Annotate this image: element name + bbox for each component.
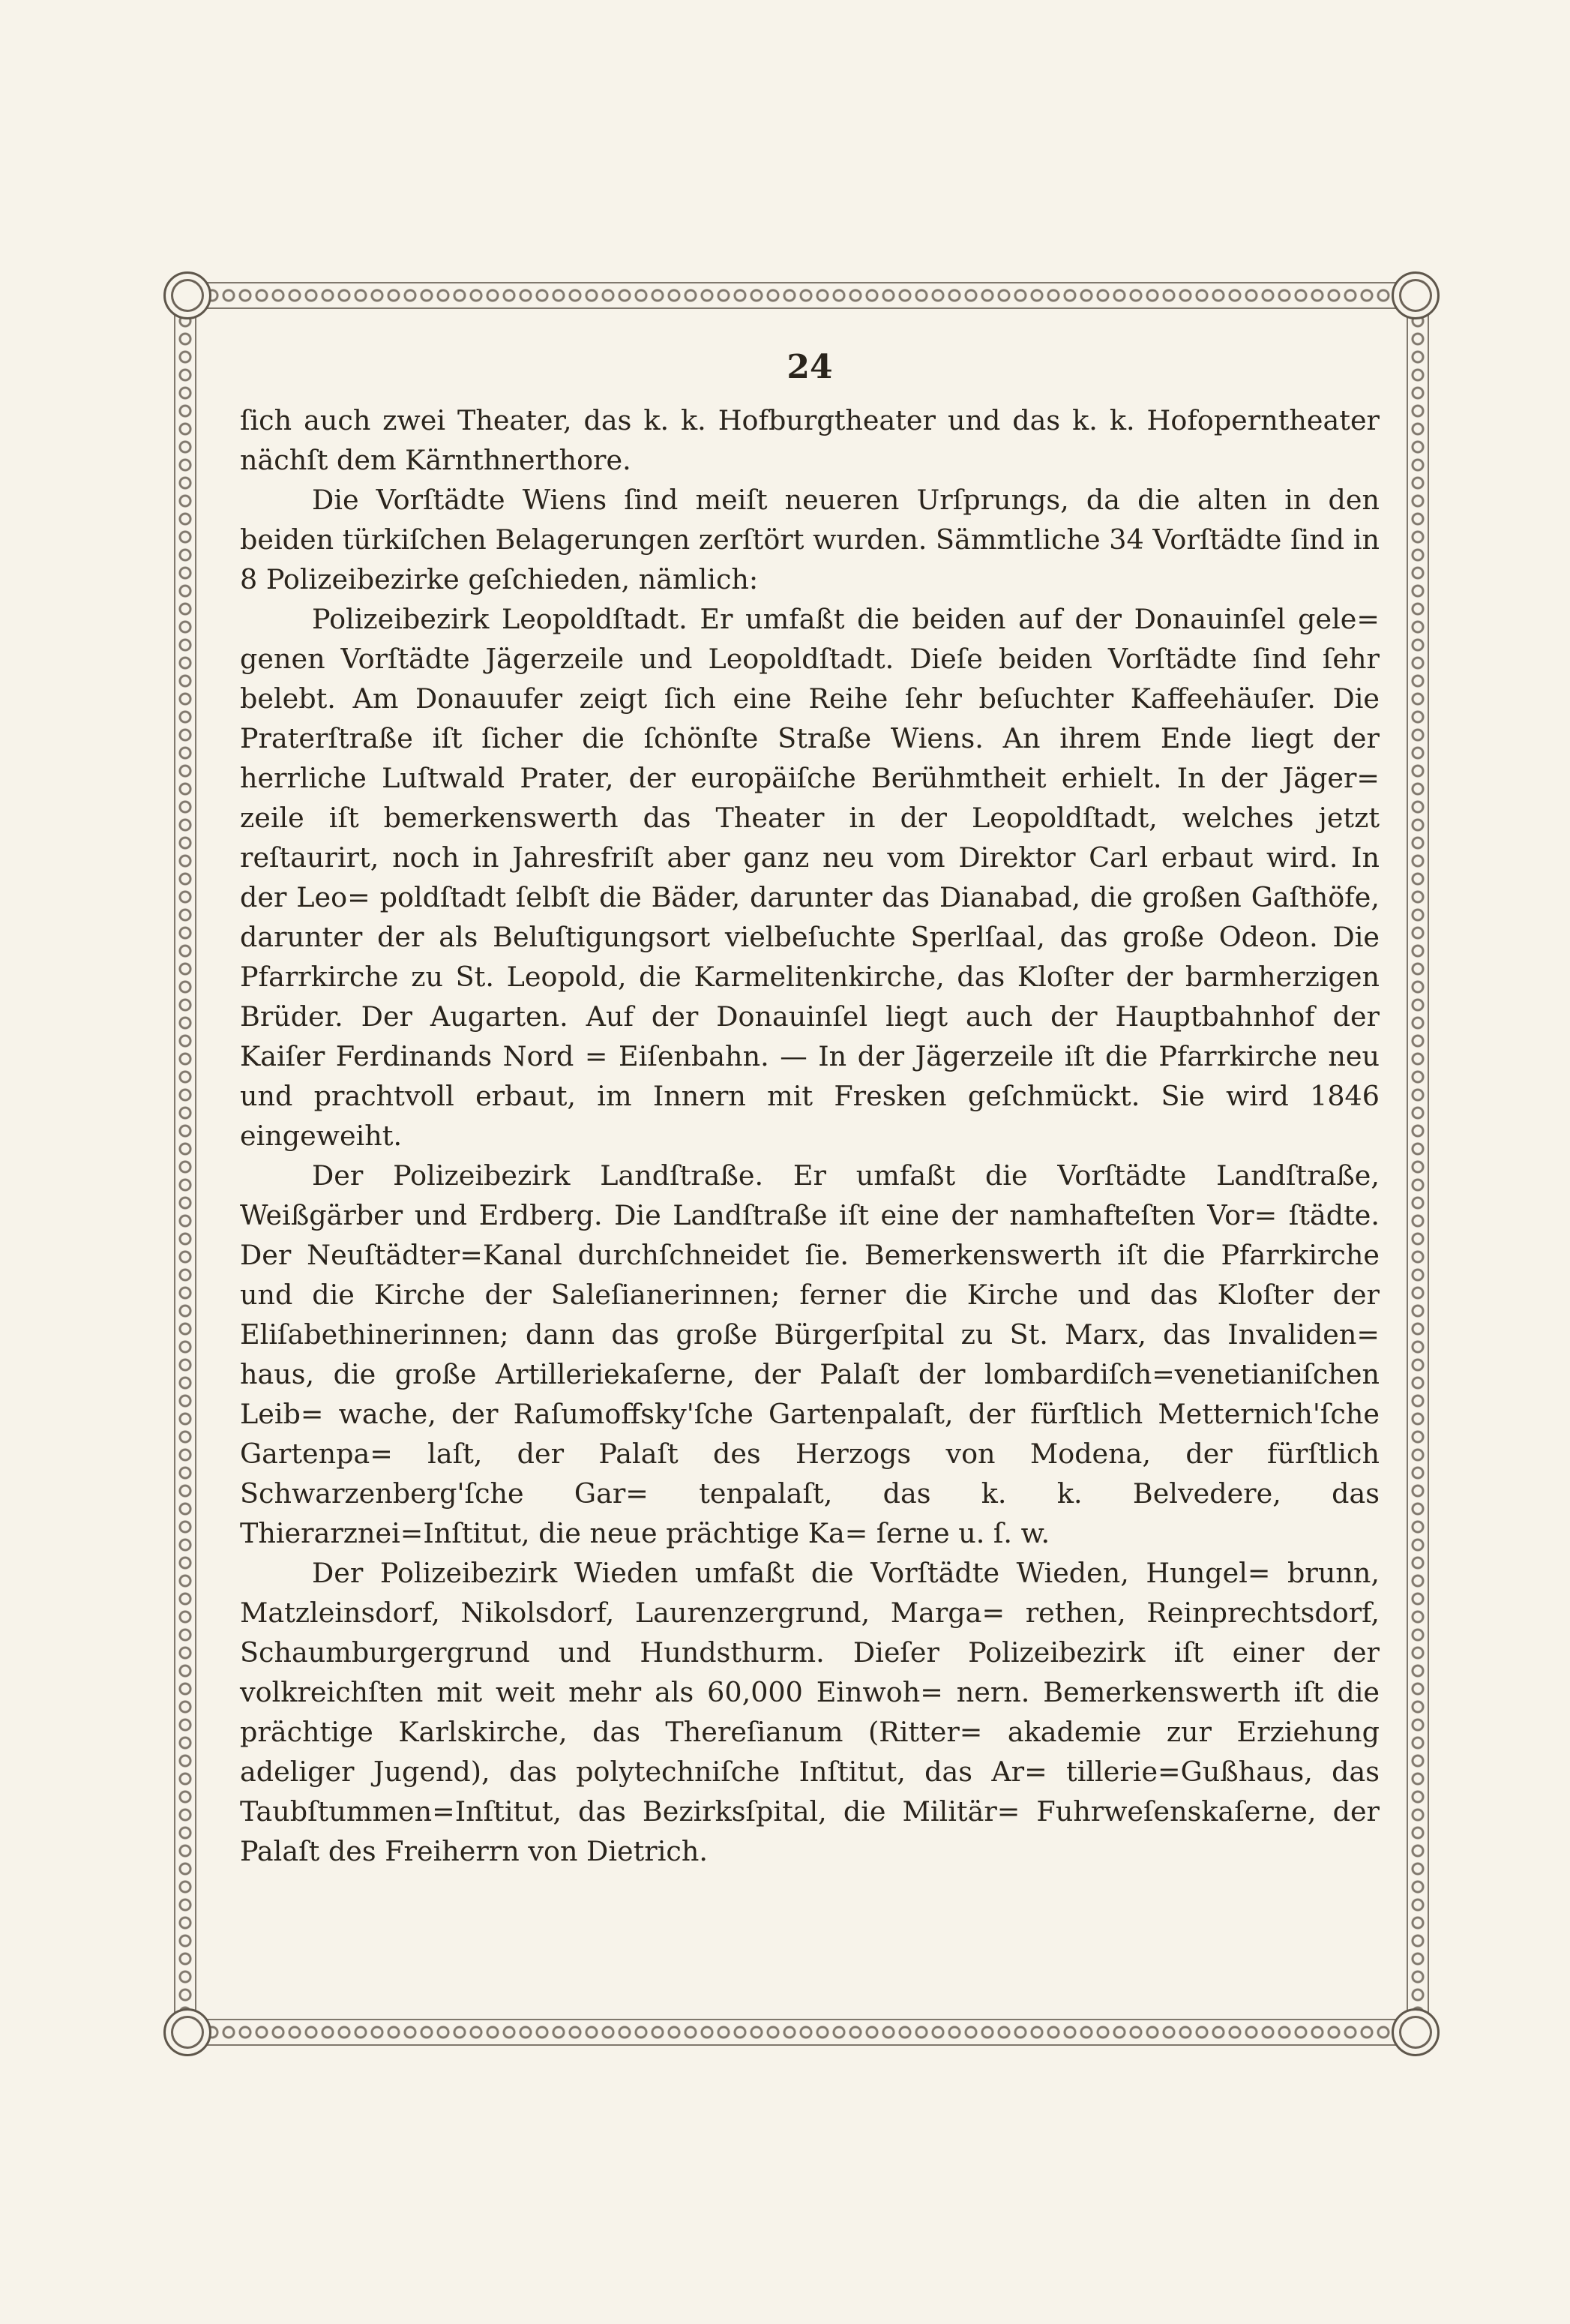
- text-line: erbaut, im Innern mit Fresken geſchmückt. Sie wird 1846 eingeweiht.: [240, 1080, 1380, 1152]
- border-bottom: [171, 2016, 1432, 2049]
- text-line: zeile iſt bemerkenswerth das Theater in der Leopoldſtadt, welches jetzt reſtaurirt,: [240, 802, 1380, 874]
- text-line: haus, die große Artilleriekaſerne, der Palaſt der lombardiſch=venetianiſchen Leib=: [240, 1358, 1380, 1430]
- text-line: Die Praterſtraße iſt ſicher die ſchönſte Straße Wiens. An ihrem Ende liegt der: [240, 682, 1380, 754]
- body-text: [240, 400, 1380, 1871]
- paragraph: [240, 480, 1380, 599]
- text-line: genen Vorſtädte Jägerzeile und Leopoldſtadt. Dieſe beiden Vorſtädte: [240, 643, 1253, 675]
- paragraph: [240, 400, 1380, 480]
- text-line: ſtädte. Der Neuſtädter=Kanal durchſchneidet ſie. Bemerkenswerth iſt die Pfarrkirche: [240, 1199, 1380, 1271]
- text-line: Eliſabethinerinnen; dann das große Bürgerſpital zu St. Marx, das Invaliden=: [240, 1318, 1380, 1351]
- paragraph: [240, 1553, 1380, 1871]
- text-line: tillerie=Gußhaus, das Taubſtummen=Inſtitut, das Bezirksſpital, die Militär=: [240, 1756, 1380, 1828]
- text-line: rethen, Reinprechtsdorf, Schaumburgergrund und Hundsthurm.: [240, 1597, 1380, 1669]
- text-line: Der Polizeibezirk Wieden umfaßt die Vorſtädte Wieden, Hungel=: [312, 1557, 1288, 1589]
- text-line: nern. Bemerkenswerth iſt die prächtige Karlskirche, das Thereſianum (Ritter=: [240, 1676, 1380, 1748]
- text-line: ſerne u. ſ. w.: [876, 1517, 1050, 1549]
- text-line: noch in Jahresfriſt aber ganz neu vom Direktor Carl erbaut wird. In der Leo=: [240, 841, 1380, 913]
- corner-ornament: [163, 271, 211, 319]
- text-line: ſich auch zwei Theater, das k. k. Hofburgtheater und das k. k. Hofoperntheater: [240, 404, 1380, 436]
- text-line: Der Polizeibezirk Landſtraße. Er umfaßt die Vorſtädte Landſtraße,: [312, 1159, 1380, 1192]
- text-line: Nord = Eiſenbahn. — In der Jägerzeile iſt die Pfarrkirche neu und prachtvoll: [240, 1040, 1380, 1112]
- border-left: [171, 312, 199, 2016]
- text-line: brunn, Matzleinsdorf, Nikolsdorf, Laurenzergrund, Marga=: [240, 1557, 1380, 1629]
- page-content: [240, 345, 1380, 1995]
- paragraph: [240, 1156, 1380, 1553]
- text-line: nächſt dem Kärnthnerthore.: [240, 444, 631, 476]
- corner-ornament: [163, 2008, 211, 2056]
- text-line: und die Kirche der Saleſianerinnen; ferner die Kirche und das Kloſter der: [240, 1279, 1380, 1311]
- corner-ornament: [1392, 2008, 1440, 2056]
- text-line: ſind ſehr belebt. Am Donauufer zeigt ſich eine Reihe ſehr beſuchter Kaffeehäuſer.: [240, 643, 1380, 715]
- text-line: beiden türkiſchen Belagerungen zerſtört wurden. Sämmtliche 34 Vorſtädte ſind: [240, 523, 1353, 556]
- text-line: akademie zur Erziehung adeliger Jugend), das polytechniſche Inſtitut, das Ar=: [240, 1716, 1380, 1788]
- text-line: in 8 Polizeibezirke geſchieden, nämlich:: [240, 523, 1380, 595]
- text-line: tenpalaſt, das k. k. Belvedere, das Thierarznei=Inſtitut, die neue prächtige Ka=: [240, 1477, 1380, 1549]
- text-line: Weißgärber und Erdberg. Die Landſtraße iſt eine der namhafteſten Vor=: [240, 1199, 1289, 1231]
- text-line: zu St. Leopold, die Karmelitenkirche, das Kloſter der barmherzigen Brüder. Der: [240, 961, 1380, 1033]
- border-top: [171, 279, 1432, 312]
- text-line: der als Beluſtigungsort vielbeſuchte Sperlſaal, das große Odeon. Die Pfarrkirche: [240, 921, 1380, 993]
- border-right: [1404, 312, 1432, 2016]
- text-line: Polizeibezirk Leopoldſtadt. Er umfaßt die beiden auf der Donauinſel gele=: [312, 603, 1380, 635]
- text-line: herrliche Luſtwald Prater, der europäiſche Berühmtheit erhielt. In der Jäger=: [240, 762, 1380, 794]
- text-line: Dieſer Polizeibezirk iſt einer der volkreichſten mit weit mehr als 60,000 Einwoh=: [240, 1636, 1380, 1708]
- corner-ornament: [1392, 271, 1440, 319]
- text-line: laſt, der Palaſt des Herzogs von Modena, der fürſtlich Schwarzenberg'ſche Gar=: [240, 1438, 1380, 1510]
- text-line: Fuhrweſenskaſerne, der Palaſt des Freiherrn von Dietrich.: [240, 1795, 1380, 1867]
- text-line: Die Vorſtädte Wiens ſind meiſt neueren Urſprungs, da die alten in den: [312, 484, 1380, 516]
- page-number: 24: [786, 348, 833, 386]
- text-line: Augarten. Auf der Donauinſel liegt auch der Hauptbahnhof der Kaiſer Ferdinands: [240, 1000, 1380, 1072]
- paragraph: [240, 599, 1380, 1156]
- text-line: poldſtadt ſelbſt die Bäder, darunter das Dianabad, die großen Gaſthöfe, darunter: [240, 881, 1380, 953]
- text-line: wache, der Raſumoffsky'ſche Gartenpalaſt, der fürſtlich Metternich'ſche Gartenpa=: [240, 1398, 1380, 1470]
